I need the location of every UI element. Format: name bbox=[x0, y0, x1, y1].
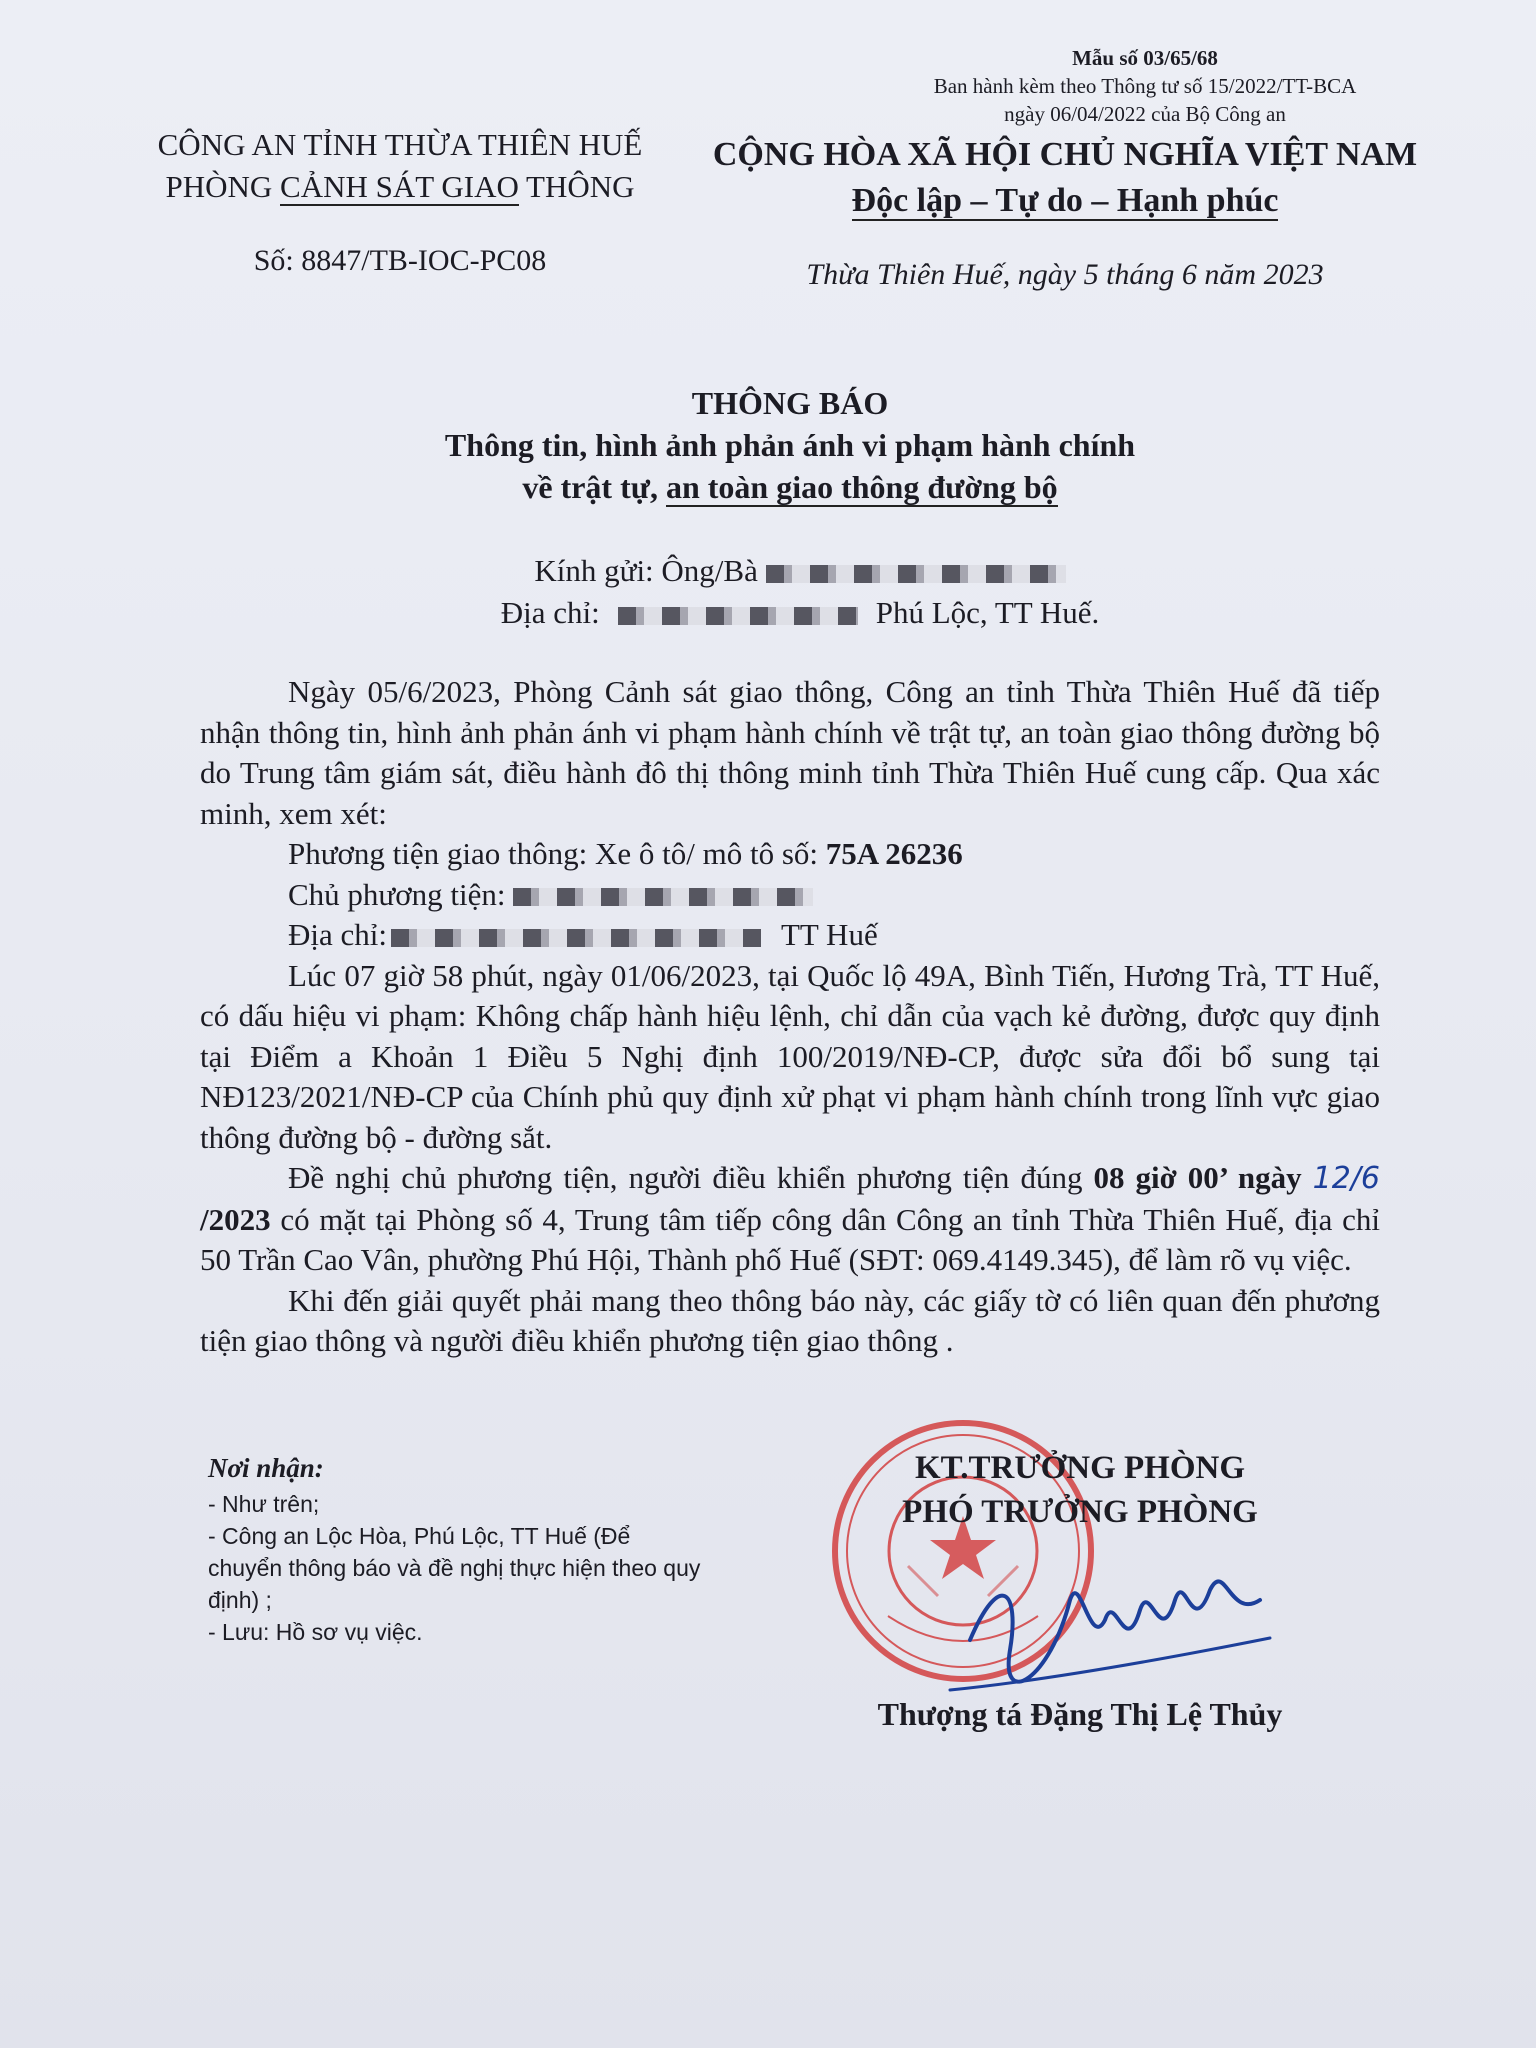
agency-line2-post: THÔNG bbox=[518, 169, 635, 204]
recipients-heading: Nơi nhận: bbox=[208, 1453, 324, 1483]
body-paragraph-1: Ngày 05/6/2023, Phòng Cảnh sát giao thông, Công an tỉnh Thừa Thiên Huế đã tiếp nhận thông tin, hình ảnh phản ánh vi phạm hành chính về trật tự, an toàn giao thông đường bộ do Trung tâm giám sát, điều hành đô thị thông minh tỉnh Thừa Thiên Huế cung cấp. Qua xác minh, xem xét: bbox=[200, 674, 1380, 831]
recipient-item: - Lưu: Hồ sơ vụ việc. bbox=[208, 1619, 423, 1645]
nation-motto-text: Độc lập – Tự do – Hạnh phúc bbox=[851, 182, 1279, 219]
form-code-block bbox=[900, 44, 1390, 128]
recipient-item: - Công an Lộc Hòa, Phú Lộc, TT Huế (Để bbox=[208, 1523, 631, 1549]
signature-line2: PHÓ TRƯỞNG PHÒNG bbox=[902, 1494, 1258, 1530]
place-date: Thừa Thiên Huế, ngày 5 tháng 6 năm 2023 bbox=[806, 258, 1324, 291]
form-issued-line1: Ban hành kèm theo Thông tư số 15/2022/TT-BCA bbox=[933, 74, 1357, 98]
para3-post: có mặt tại Phòng số 4, Trung tâm tiếp công dân Công an tỉnh Thừa Thiên Huế, địa chỉ 50 Trần Cao Vân, phường Phú Hội, Thành phố Huế (SĐT: 069.4149.345), để làm rõ vụ việc. bbox=[200, 1201, 1380, 1277]
recipient-item: - Như trên; bbox=[208, 1491, 320, 1517]
para3-pre: Đề nghị chủ phương tiện, người điều khiển phương tiện đúng bbox=[288, 1160, 1094, 1195]
agency-line1: CÔNG AN TỈNH THỪA THIÊN HUẾ bbox=[157, 127, 643, 162]
document-body bbox=[200, 672, 1380, 1362]
national-header bbox=[700, 132, 1430, 224]
title-main: THÔNG BÁO bbox=[691, 385, 889, 421]
owner-address-line bbox=[200, 915, 1380, 956]
recipients-block bbox=[208, 1452, 768, 1648]
title-sub2-underlined: an toàn giao thông đường bộ bbox=[665, 469, 1058, 505]
para3-time: 08 giờ 00’ ngày bbox=[1093, 1160, 1302, 1195]
document-number: Số: 8847/TB-IOC-PC08 bbox=[253, 244, 547, 277]
title-sub2-pre: về trật tự, bbox=[522, 469, 666, 505]
nation-line1: CỘNG HÒA XÃ HỘI CHỦ NGHĨA VIỆT NAM bbox=[712, 136, 1418, 173]
vehicle-line bbox=[200, 834, 1380, 875]
salutation-addr-label: Địa chỉ: bbox=[500, 595, 600, 630]
agency-line2-pre: PHÒNG bbox=[165, 169, 281, 204]
owner-addr-label: Địa chỉ: bbox=[288, 917, 387, 952]
owner-line bbox=[200, 875, 1380, 916]
recipient-item: chuyển thông báo và đề nghị thực hiện theo quy bbox=[208, 1555, 701, 1581]
vehicle-plate: 75A 26236 bbox=[825, 836, 963, 871]
handwritten-signature-icon bbox=[930, 1530, 1290, 1710]
agency-line2-underlined: CẢNH SÁT GIAO bbox=[280, 169, 519, 204]
body-paragraph-3 bbox=[200, 1158, 1380, 1281]
salutation-addr-tail: Phú Lộc, TT Huế. bbox=[875, 595, 1100, 630]
recipient-item: định) ; bbox=[208, 1587, 272, 1613]
salutation-to-label: Kính gửi: Ông/Bà bbox=[534, 553, 758, 588]
title-sub1: Thông tin, hình ảnh phản ánh vi phạm hành chính bbox=[444, 427, 1136, 463]
redacted-name bbox=[766, 565, 1066, 583]
body-paragraph-4: Khi đến giải quyết phải mang theo thông báo này, các giấy tờ có liên quan đến phương tiện giao thông và người điều khiển phương tiện giao thông . bbox=[200, 1282, 1380, 1358]
signature-titles bbox=[840, 1446, 1320, 1534]
redacted-address bbox=[618, 607, 858, 625]
handwritten-date: 12/6 bbox=[1312, 1161, 1380, 1196]
signer-name: Thượng tá Đặng Thị Lệ Thủy bbox=[877, 1696, 1283, 1732]
owner-label: Chủ phương tiện: bbox=[288, 876, 506, 912]
signature-line1: KT.TRƯỞNG PHÒNG bbox=[915, 1450, 1245, 1486]
redacted-owner bbox=[513, 888, 813, 906]
para3-year: /2023 bbox=[200, 1201, 271, 1237]
agency-header bbox=[120, 124, 680, 208]
vehicle-label: Phương tiện giao thông: Xe ô tô/ mô tô số: bbox=[288, 836, 826, 871]
agency-line2 bbox=[120, 166, 680, 208]
salutation bbox=[200, 550, 1400, 634]
redacted-owner-address bbox=[391, 929, 761, 947]
document-title bbox=[300, 382, 1280, 508]
nation-motto bbox=[700, 178, 1430, 224]
owner-addr-tail: TT Huế bbox=[781, 917, 878, 952]
form-issued-line2: ngày 06/04/2022 của Bộ Công an bbox=[1004, 102, 1286, 126]
body-paragraph-2: Lúc 07 giờ 58 phút, ngày 01/06/2023, tại Quốc lộ 49A, Bình Tiến, Hương Trà, TT Huế, có dấu hiệu vi phạm: Không chấp hành hiệu lệnh, chỉ dẫn của vạch kẻ đường, được quy định tại Điểm a Khoản 1 Điều 5 Nghị định 100/2019/NĐ-CP, được sửa đổi bổ sung tại NĐ123/2021/NĐ-CP của Chính phủ quy định xử phạt vi phạm hành chính trong lĩnh vực giao thông đường bộ - đường sắt. bbox=[200, 957, 1380, 1155]
salutation-address bbox=[200, 592, 1400, 634]
title-sub2 bbox=[300, 466, 1280, 508]
form-code: Mẫu số 03/65/68 bbox=[1072, 46, 1218, 70]
salutation-to bbox=[200, 550, 1400, 592]
